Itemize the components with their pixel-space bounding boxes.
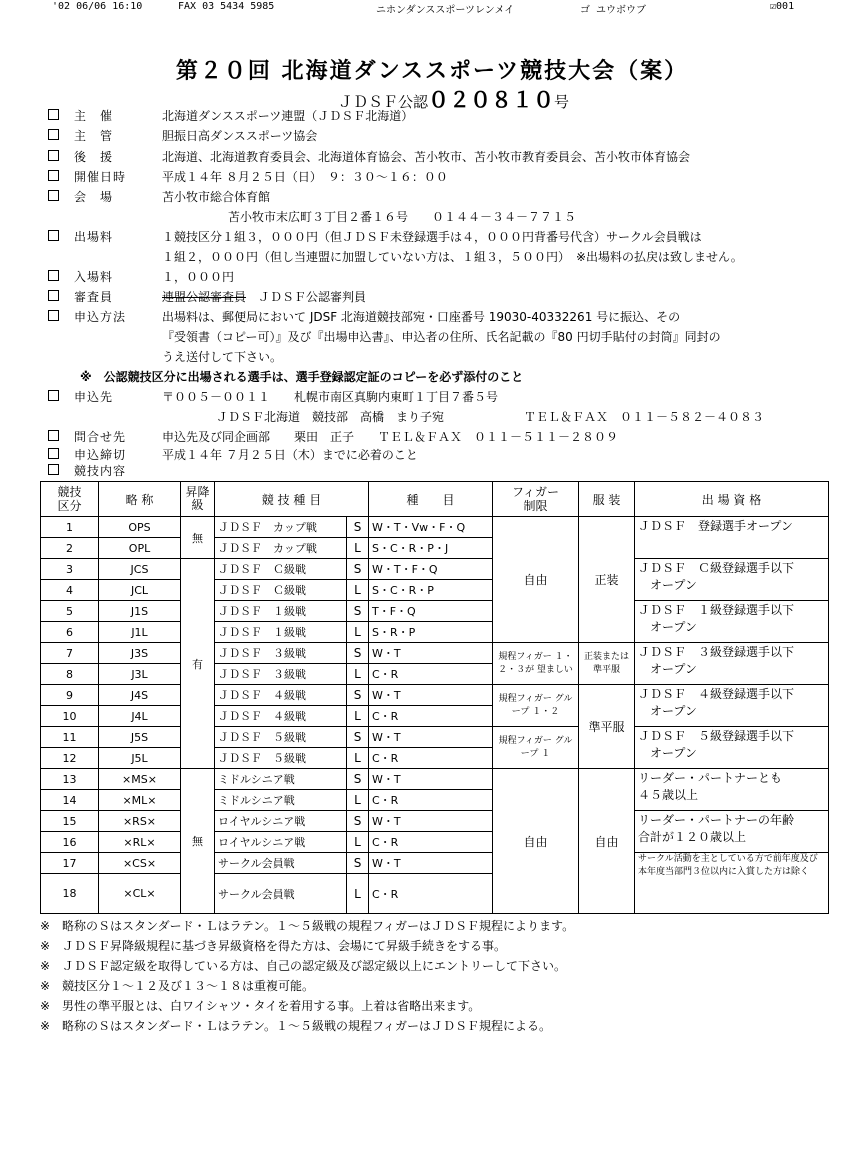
row-sl: S [347, 559, 369, 580]
row-qualification: リーダー・パートナーの年齢 合計が１２０歳以上 [635, 811, 829, 853]
col-abbr: 略 称 [99, 482, 181, 517]
row-no: 11 [41, 727, 99, 748]
row-event: ロイヤルシニア戦 [215, 832, 347, 853]
row-sl: S [347, 643, 369, 664]
info-apply-to: 申込先 〒００５－００１１ 札幌市南区真駒内東町１丁目７番５号 [0, 388, 864, 408]
row-dress: 正装または準平服 [579, 643, 635, 685]
row-no: 2 [41, 538, 99, 559]
row-abbr: J4S [99, 685, 181, 706]
row-event: ミドルシニア戦 [215, 790, 347, 811]
checkbox-icon [48, 230, 59, 241]
info-apply-method-3: うえ送付して下さい。 [162, 350, 283, 364]
row-sl: S [347, 685, 369, 706]
fax-receiver: ゴ ユウボウブ [580, 5, 647, 16]
row-abbr: ×RL× [99, 832, 181, 853]
checkbox-icon [48, 464, 59, 475]
row-no: 7 [41, 643, 99, 664]
row-dances: C・R [369, 832, 493, 853]
row-qualification: ＪＤＳＦ 登録選手オープン [635, 517, 829, 559]
row-dances: S・C・R・P [369, 580, 493, 601]
table-row [41, 559, 829, 580]
row-no: 9 [41, 685, 99, 706]
row-abbr: J1L [99, 622, 181, 643]
note-item: ※ ＪＤＳＦ認定級を取得している方は、自己の認定級及び認定級以上にエントリーして下さい。 [40, 959, 567, 973]
row-abbr: J5L [99, 748, 181, 769]
row-abbr: JCL [99, 580, 181, 601]
row-no: 1 [41, 517, 99, 538]
row-event: ミドルシニア戦 [215, 769, 347, 790]
checkbox-icon [48, 129, 59, 140]
row-abbr: J3L [99, 664, 181, 685]
info-apply-method: 申込方法 出場料は、郵便局において JDSF 北海道競技部宛・口座番号 19030-40332261 号に振込、その [0, 308, 864, 328]
row-sl: S [347, 811, 369, 832]
info-fee: 出場料 １競技区分１組３，０００円（但ＪＤＳＦ未登録選手は４，０００円背番号代含）サークル会員戦は [0, 228, 864, 248]
table-row [41, 517, 829, 538]
info-host: 主 催 北海道ダンススポーツ連盟（ＪＤＳＦ北海道） [0, 107, 864, 127]
row-event: ＪＤＳＦ ５級戦 [215, 748, 347, 769]
row-no: 3 [41, 559, 99, 580]
row-dances: W・T [369, 811, 493, 832]
col-dances: 種 目 [369, 482, 493, 517]
row-no: 14 [41, 790, 99, 811]
row-sl: L [347, 832, 369, 853]
info-admission: 入場料 １，０００円 [0, 268, 864, 288]
row-no: 17 [41, 853, 99, 874]
row-dances: W・T [369, 769, 493, 790]
row-dances: W・T・Vw・F・Q [369, 517, 493, 538]
row-no: 13 [41, 769, 99, 790]
info-content: 競技内容 [0, 462, 864, 482]
row-event: ロイヤルシニア戦 [215, 811, 347, 832]
row-no: 10 [41, 706, 99, 727]
note-item: ※ ＪＤＳＦ昇降級規程に基づき昇級資格を得た方は、会場にて昇級手続きをする事。 [40, 939, 507, 953]
fax-header [0, 0, 864, 14]
row-sl: L [347, 580, 369, 601]
row-no: 16 [41, 832, 99, 853]
note-item: ※ 男性の準平服とは、白ワイシャツ・タイを着用する事。上着は省略出来ます。 [40, 999, 481, 1013]
checkbox-icon [48, 390, 59, 401]
checkbox-icon [48, 190, 59, 201]
col-qualification: 出 場 資 格 [635, 482, 829, 517]
fax-page: ☑001 [770, 1, 795, 12]
table-row [41, 601, 829, 622]
row-dances: C・R [369, 664, 493, 685]
row-sl: S [347, 853, 369, 874]
row-event: ＪＤＳＦ Ｃ級戦 [215, 559, 347, 580]
info-venue: 会 場 苫小牧市総合体育館 [0, 188, 864, 208]
row-dances: S・C・R・P・J [369, 538, 493, 559]
row-rank: 無 [181, 769, 215, 914]
row-qualification: リーダー・パートナーとも ４５歳以上 [635, 769, 829, 811]
row-sl: L [347, 874, 369, 914]
table-row [41, 685, 829, 706]
row-dress: 準平服 [579, 685, 635, 769]
row-rank: 無 [181, 517, 215, 559]
col-figure: フィガー 制限 [493, 482, 579, 517]
row-figure: 規程フィガー １・２・３が 望ましい [493, 643, 579, 685]
row-sl: S [347, 601, 369, 622]
doc-number: ＪＤＳＦ公認０２０８１０号 [338, 88, 570, 112]
row-sl: L [347, 706, 369, 727]
checkbox-icon [48, 290, 59, 301]
table-row [41, 769, 829, 790]
row-event: ＪＤＳＦ カップ戦 [215, 517, 347, 538]
row-abbr: JCS [99, 559, 181, 580]
row-sl: L [347, 748, 369, 769]
row-sl: L [347, 790, 369, 811]
table-header [41, 482, 829, 517]
row-qualification: ＪＤＳＦ ４級登録選手以下 オープン [635, 685, 829, 727]
row-sl: S [347, 769, 369, 790]
row-figure: 規程フィガー グループ １・２ [493, 685, 579, 727]
notes [40, 917, 574, 1037]
row-event: サークル会員戦 [215, 853, 347, 874]
row-abbr: ×CL× [99, 874, 181, 914]
row-dances: T・F・Q [369, 601, 493, 622]
row-event: ＪＤＳＦ １級戦 [215, 622, 347, 643]
info-deadline: 申込締切 平成１４年 ７月２５日（木）までに必着のこと [0, 446, 864, 466]
row-event: ＪＤＳＦ ５級戦 [215, 727, 347, 748]
row-event: ＪＤＳＦ １級戦 [215, 601, 347, 622]
info-manage: 主 管 胆振日高ダンススポーツ協会 [0, 127, 864, 147]
fax-number: FAX 03 5434 5985 [178, 1, 275, 12]
info-fee-2: １組２，０００円（但し当連盟に加盟していない方は、１組３，５００円） ※出場料の払戻は致しません。 [162, 250, 743, 264]
row-abbr: OPL [99, 538, 181, 559]
row-no: 4 [41, 580, 99, 601]
row-sl: L [347, 622, 369, 643]
row-abbr: J4L [99, 706, 181, 727]
fax-date: '02 06/06 16:10 [52, 1, 143, 12]
col-dress: 服 装 [579, 482, 635, 517]
row-sl: S [347, 727, 369, 748]
row-abbr: ×ML× [99, 790, 181, 811]
info-caution: ※ 公認競技区分に出場される選手は、選手登録認定証のコピーを必ず添付のこと [80, 370, 524, 384]
row-dances: C・R [369, 790, 493, 811]
checkbox-icon [48, 170, 59, 181]
checkbox-icon [48, 310, 59, 321]
row-no: 18 [41, 874, 99, 914]
row-qualification: ＪＤＳＦ ３級登録選手以下 オープン [635, 643, 829, 685]
row-qualification: サークル活動を主としている方で前年度及び本年度当部門３位以内に入賞した方は除く [635, 853, 829, 914]
checkbox-icon [48, 448, 59, 459]
competition-table [40, 481, 829, 914]
row-sl: S [347, 517, 369, 538]
row-figure: 規程フィガー グループ １ [493, 727, 579, 769]
row-sl: L [347, 664, 369, 685]
info-apply-method-2: 『受領書（コピー可）』及び『出場申込書』、申込者の住所、氏名記載の『80 円切手貼付の封筒』同封の [162, 330, 721, 344]
col-rank: 昇降級 [181, 482, 215, 517]
info-inquiry: 問合せ先 申込先及び同企画部 栗田 正子 ＴＥＬ＆ＦＡＸ ０１１－５１１－２８０９ [0, 428, 864, 448]
note-item: ※ 競技区分１～１２及び１３～１８は重複可能。 [40, 979, 315, 993]
checkbox-icon [48, 270, 59, 281]
row-event: ＪＤＳＦ ４級戦 [215, 706, 347, 727]
table-row [41, 811, 829, 832]
row-no: 6 [41, 622, 99, 643]
row-dress: 自由 [579, 769, 635, 914]
col-event: 競 技 種 目 [215, 482, 369, 517]
table-row [41, 643, 829, 664]
info-date: 開催日時 平成１４年 ８月２５日（日） ９：３０～１６：００ [0, 168, 864, 188]
row-figure: 自由 [493, 517, 579, 643]
table-row [41, 853, 829, 874]
row-dances: C・R [369, 874, 493, 914]
row-event: ＪＤＳＦ カップ戦 [215, 538, 347, 559]
row-dances: W・T [369, 853, 493, 874]
note-item: ※ 略称のＳはスタンダード・Ｌはラテン。１～５級戦の規程フィガーはＪＤＳＦ規程によります。 [40, 919, 575, 933]
row-no: 8 [41, 664, 99, 685]
row-dances: S・R・P [369, 622, 493, 643]
row-dances: C・R [369, 748, 493, 769]
row-event: ＪＤＳＦ ３級戦 [215, 664, 347, 685]
row-event: ＪＤＳＦ Ｃ級戦 [215, 580, 347, 601]
row-dances: W・T [369, 727, 493, 748]
row-dress: 正装 [579, 517, 635, 643]
row-abbr: J3S [99, 643, 181, 664]
fax-sender: ニホンダンススポーツレンメイ [376, 5, 515, 16]
row-no: 12 [41, 748, 99, 769]
row-abbr: J5S [99, 727, 181, 748]
info-judge: 審査員 連盟公認審査員 ＪＤＳＦ公認審判員 [0, 288, 864, 308]
row-dances: W・T [369, 685, 493, 706]
row-event: ＪＤＳＦ ３級戦 [215, 643, 347, 664]
info-apply-to-2: ＪＤＳＦ北海道 競技部 高橋 まり子宛 ＴＥＬ＆ＦＡＸ ０１１－５８２－４０８３ [216, 410, 765, 424]
info-venue-address: 苫小牧市末広町３丁目２番１６号 ０１４４－３４－７７１５ [228, 210, 577, 224]
row-abbr: ×CS× [99, 853, 181, 874]
info-support: 後 援 北海道、北海道教育委員会、北海道体育協会、苫小牧市、苫小牧市教育委員会、苫小牧市体育協会 [0, 148, 864, 168]
col-no: 競技 区分 [41, 482, 99, 517]
row-sl: L [347, 538, 369, 559]
row-abbr: J1S [99, 601, 181, 622]
row-qualification: ＪＤＳＦ １級登録選手以下 オープン [635, 601, 829, 643]
row-no: 5 [41, 601, 99, 622]
row-event: サークル会員戦 [215, 874, 347, 914]
row-abbr: ×MS× [99, 769, 181, 790]
page-title: 第２０回 北海道ダンススポーツ競技大会（案） [175, 59, 689, 84]
row-dances: W・T [369, 643, 493, 664]
row-qualification: ＪＤＳＦ Ｃ級登録選手以下 オープン [635, 559, 829, 601]
row-event: ＪＤＳＦ ４級戦 [215, 685, 347, 706]
row-qualification: ＪＤＳＦ ５級登録選手以下 オープン [635, 727, 829, 769]
checkbox-icon [48, 150, 59, 161]
checkbox-icon [48, 430, 59, 441]
note-item: ※ 略称のＳはスタンダード・Ｌはラテン。１～５級戦の規程フィガーはＪＤＳＦ規程による。 [40, 1019, 552, 1033]
row-abbr: OPS [99, 517, 181, 538]
table-row [41, 727, 829, 748]
row-figure: 自由 [493, 769, 579, 914]
row-dances: C・R [369, 706, 493, 727]
row-rank: 有 [181, 559, 215, 769]
row-no: 15 [41, 811, 99, 832]
row-abbr: ×RS× [99, 811, 181, 832]
row-dances: W・T・F・Q [369, 559, 493, 580]
checkbox-icon [48, 109, 59, 120]
